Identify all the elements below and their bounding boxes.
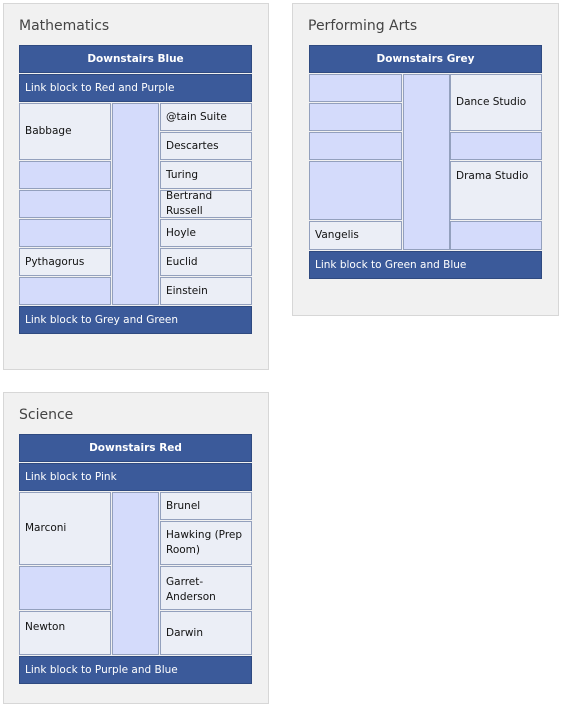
room-cell[interactable] (450, 221, 542, 250)
corridor (112, 103, 159, 305)
room-cell[interactable]: Einstein (160, 277, 252, 305)
room-cell[interactable] (309, 103, 402, 131)
room-cell[interactable] (450, 132, 542, 160)
room-cell[interactable] (19, 277, 111, 305)
room-cell[interactable] (309, 74, 402, 102)
panel-title: Science (19, 407, 74, 423)
room-cell[interactable]: Newton (19, 611, 111, 655)
room-cell[interactable]: Darwin (160, 611, 252, 655)
room-cell[interactable]: Drama Studio (450, 161, 542, 220)
floor-header: Downstairs Blue (19, 45, 252, 73)
panel-title: Performing Arts (308, 18, 418, 34)
room-cell[interactable] (309, 132, 402, 160)
room-cell[interactable] (19, 566, 111, 610)
corridor (112, 492, 159, 655)
room-cell[interactable]: Vangelis (309, 221, 402, 250)
panel-title: Mathematics (19, 18, 110, 34)
room-cell[interactable]: Bertrand Russell (160, 190, 252, 218)
room-cell[interactable] (19, 190, 111, 218)
link-block-button[interactable]: Link block to Purple and Blue (19, 656, 252, 684)
room-cell[interactable] (309, 161, 402, 220)
link-block-button[interactable]: Link block to Red and Purple (19, 74, 252, 102)
room-cell[interactable]: Garret-Anderson (160, 566, 252, 610)
room-cell[interactable] (19, 161, 111, 189)
corridor (403, 74, 450, 250)
room-cell[interactable]: Euclid (160, 248, 252, 276)
room-cell[interactable]: Marconi (19, 492, 111, 565)
link-block-button[interactable]: Link block to Pink (19, 463, 252, 491)
room-cell[interactable]: Brunel (160, 492, 252, 520)
room-cell[interactable] (19, 219, 111, 247)
floor-header: Downstairs Grey (309, 45, 542, 73)
room-cell[interactable]: Dance Studio (450, 74, 542, 131)
room-cell[interactable]: Hoyle (160, 219, 252, 247)
room-cell[interactable]: Babbage (19, 103, 111, 160)
room-cell[interactable]: Hawking (Prep Room) (160, 521, 252, 565)
floor-header: Downstairs Red (19, 434, 252, 462)
room-cell[interactable]: Pythagorus (19, 248, 111, 276)
room-cell[interactable]: Turing (160, 161, 252, 189)
room-cell[interactable]: Descartes (160, 132, 252, 160)
link-block-button[interactable]: Link block to Grey and Green (19, 306, 252, 334)
room-cell[interactable]: @tain Suite (160, 103, 252, 131)
link-block-button[interactable]: Link block to Green and Blue (309, 251, 542, 279)
